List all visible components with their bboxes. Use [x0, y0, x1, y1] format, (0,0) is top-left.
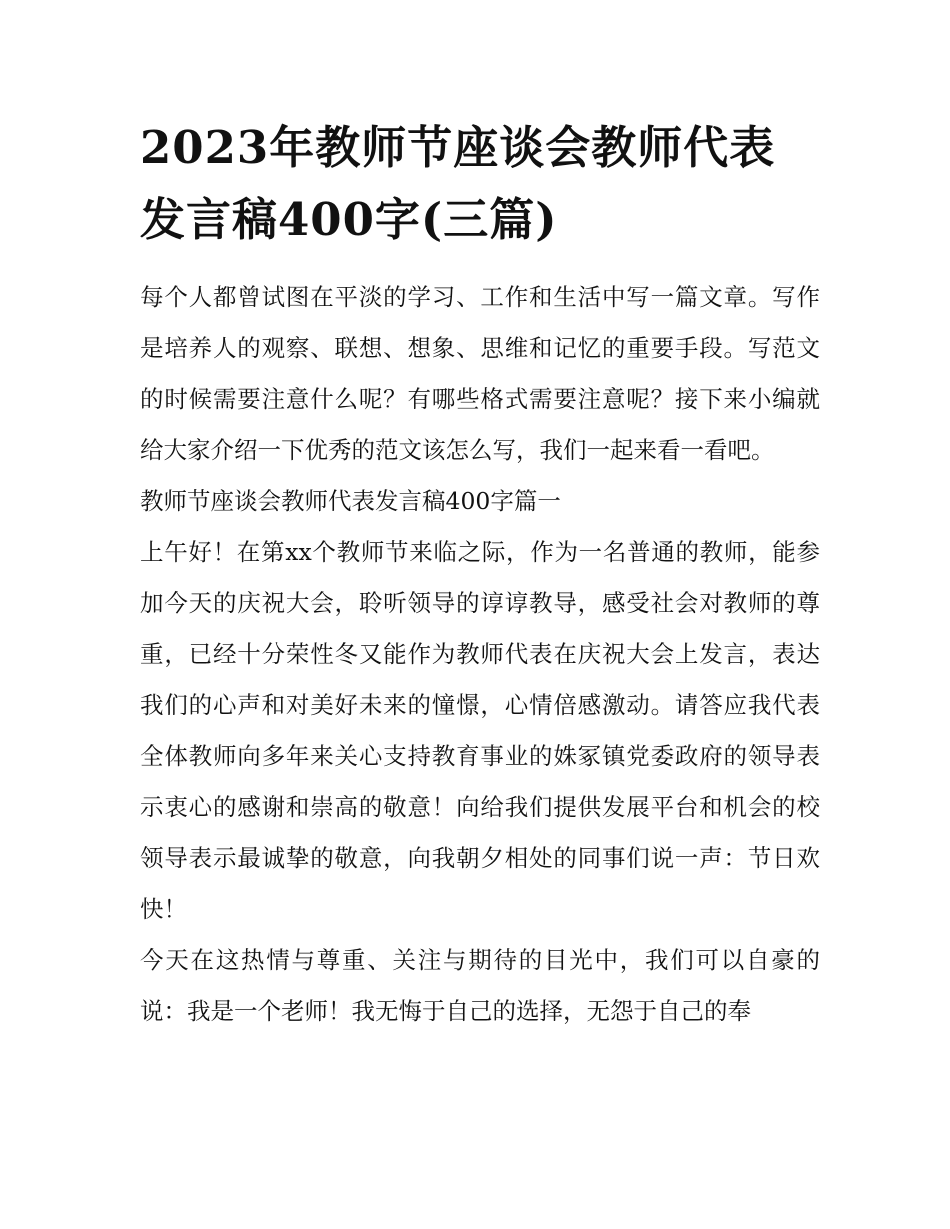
- section-heading: 教师节座谈会教师代表发言稿400字篇一: [140, 487, 561, 515]
- document-title: 2023年教师节座谈会教师代表发言稿400字(三篇): [140, 121, 776, 246]
- body-paragraph-1: 上午好！在第xx个教师节来临之际，作为一名普通的教师，能参加今天的庆祝大会，聆听领导的谆谆教导，感受社会对教师的尊重，已经十分荣性冬又能作为教师代表在庆祝大会上发言，表达我们的心声和对美好未来的憧憬，心情倍感激动。请答应我代表全体教师向多年来关心支持教育事业的姝冢镇党委政府的领导表示衷心的感谢和崇高的敬意！向给我们提供发展平台和机会的校领导表示最诚挚的敬意，向我朝夕相处的同事们说一声：节日欢快！: [140, 538, 820, 923]
- document-page: [140, 112, 820, 1037]
- body-paragraph-2: 今天在这热情与尊重、关注与期待的目光中，我们可以自豪的说：我是一个老师！我无悔于自己的选择，无怨于自己的奉: [140, 946, 820, 1025]
- intro-paragraph: 每个人都曾试图在平淡的学习、工作和生活中写一篇文章。写作是培养人的观察、联想、想象、思维和记忆的重要手段。写范文的时候需要注意什么呢？有哪些格式需要注意呢？接下来小编就给大家介绍一下优秀的范文该怎么写，我们一起来看一看吧。: [140, 283, 820, 464]
